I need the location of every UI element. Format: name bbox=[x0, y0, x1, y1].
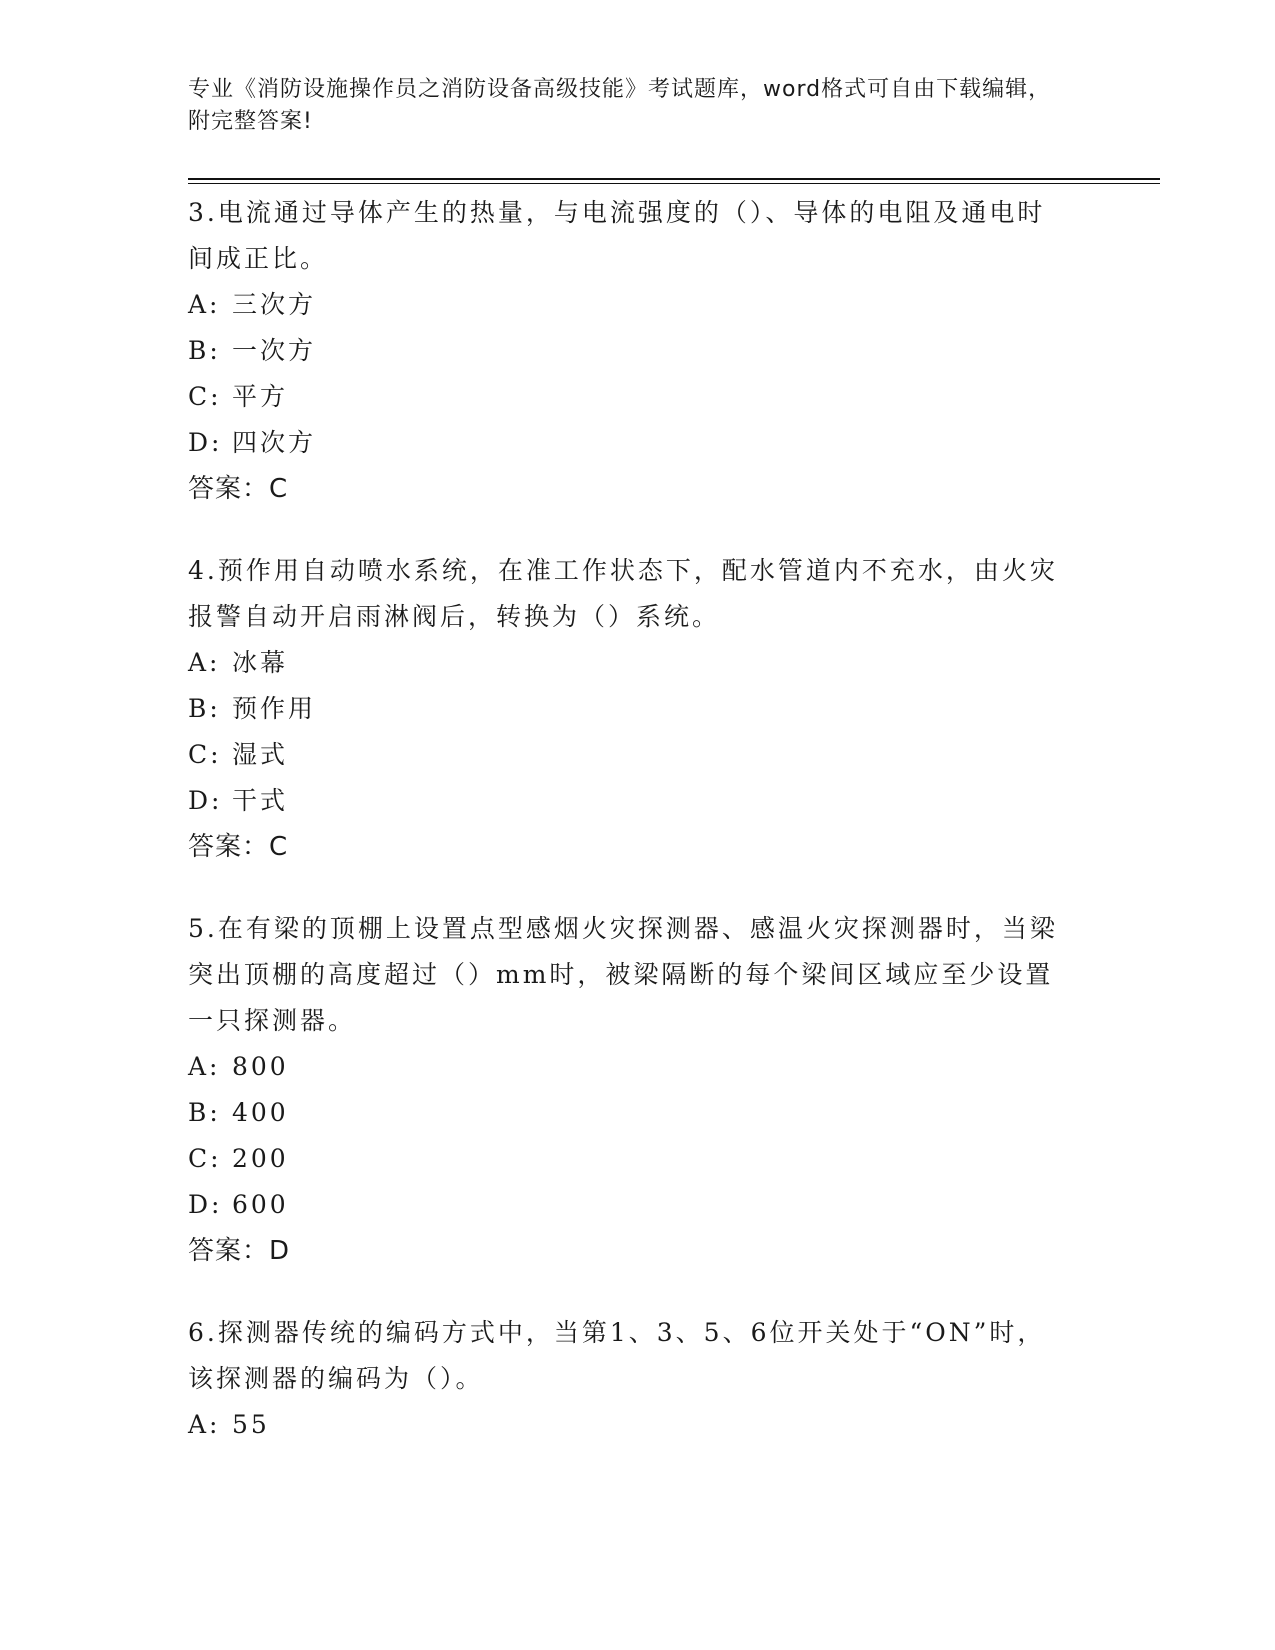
option-a bbox=[188, 1402, 1068, 1448]
option-letter: A: bbox=[188, 1052, 221, 1081]
option-text: 800 bbox=[232, 1052, 289, 1081]
option-letter: A: bbox=[188, 648, 221, 677]
option-text: 三次方 bbox=[232, 290, 317, 319]
option-d bbox=[188, 1182, 1068, 1228]
option-letter: C: bbox=[188, 382, 222, 411]
option-text: 湿式 bbox=[232, 740, 289, 769]
question-stem: 4.预作用自动喷水系统，在准工作状态下，配水管道内不充水，由火灾报警自动开启雨淋阀后，转换为（）系统。 bbox=[188, 556, 1058, 631]
option-text: 400 bbox=[232, 1098, 289, 1127]
option-d bbox=[188, 420, 1068, 466]
option-letter: C: bbox=[188, 740, 222, 769]
option-letter: D: bbox=[188, 428, 223, 457]
option-letter: D: bbox=[188, 786, 223, 815]
header-divider-thin bbox=[188, 183, 1160, 184]
question-4 bbox=[188, 548, 1068, 870]
option-text: 四次方 bbox=[232, 428, 317, 457]
header-divider-thick bbox=[188, 178, 1160, 180]
option-b bbox=[188, 686, 1068, 732]
option-a bbox=[188, 640, 1068, 686]
option-text: 一次方 bbox=[232, 336, 317, 365]
option-letter: A: bbox=[188, 290, 221, 319]
option-letter: A: bbox=[188, 1410, 221, 1439]
answer-line: 答案：C bbox=[188, 832, 289, 862]
option-text: 平方 bbox=[232, 382, 289, 411]
question-6 bbox=[188, 1310, 1068, 1448]
option-a bbox=[188, 282, 1068, 328]
option-c bbox=[188, 1136, 1068, 1182]
question-stem: 5.在有梁的顶棚上设置点型感烟火灾探测器、感温火灾探测器时，当梁突出顶棚的高度超过（）mm时，被梁隔断的每个梁间区域应至少设置一只探测器。 bbox=[188, 914, 1058, 1035]
option-letter: B: bbox=[188, 694, 221, 723]
option-text: 200 bbox=[232, 1144, 289, 1173]
option-a bbox=[188, 1044, 1068, 1090]
option-text: 55 bbox=[232, 1410, 270, 1439]
option-text: 干式 bbox=[232, 786, 289, 815]
question-3 bbox=[188, 190, 1068, 512]
option-text: 冰幕 bbox=[232, 648, 289, 677]
question-5 bbox=[188, 906, 1068, 1274]
option-text: 预作用 bbox=[232, 694, 317, 723]
answer-line: 答案：D bbox=[188, 1236, 291, 1266]
option-b bbox=[188, 1090, 1068, 1136]
question-list bbox=[188, 190, 1068, 1484]
option-c bbox=[188, 374, 1068, 420]
answer-line: 答案：C bbox=[188, 474, 289, 504]
option-letter: B: bbox=[188, 336, 221, 365]
option-letter: C: bbox=[188, 1144, 222, 1173]
option-b bbox=[188, 328, 1068, 374]
document-header: 专业《消防设施操作员之消防设备高级技能》考试题库，word格式可自由下载编辑，附完整答案! bbox=[188, 77, 1052, 134]
option-letter: B: bbox=[188, 1098, 221, 1127]
question-stem: 3.电流通过导体产生的热量，与电流强度的（）、导体的电阻及通电时间成正比。 bbox=[188, 198, 1046, 273]
option-d bbox=[188, 778, 1068, 824]
option-letter: D: bbox=[188, 1190, 223, 1219]
option-c bbox=[188, 732, 1068, 778]
question-stem: 6.探测器传统的编码方式中，当第1、3、5、6位开关处于“ON”时，该探测器的编码为（）。 bbox=[188, 1318, 1046, 1393]
option-text: 600 bbox=[232, 1190, 289, 1219]
